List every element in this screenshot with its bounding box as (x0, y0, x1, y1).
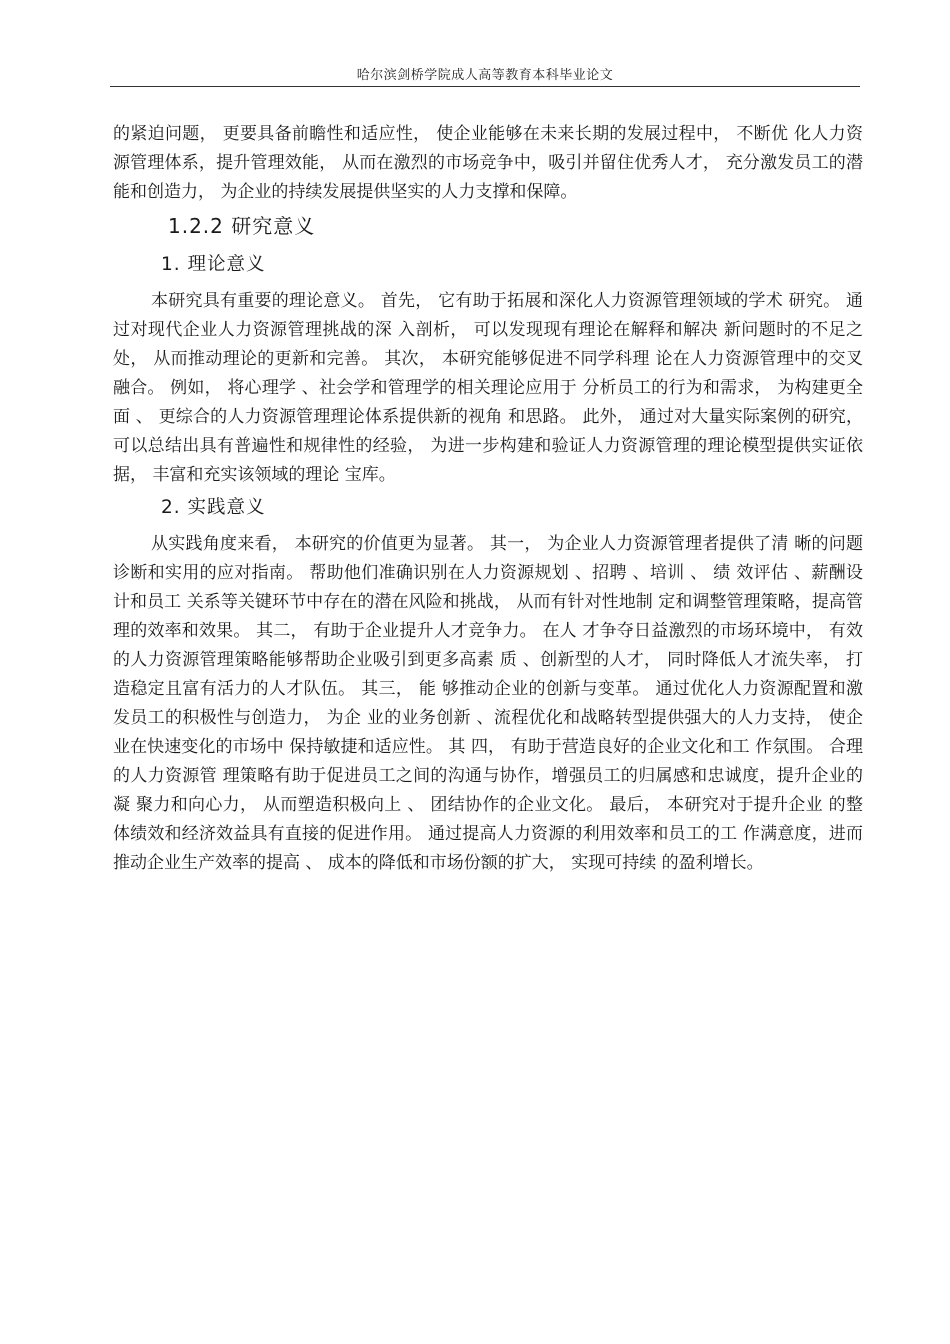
theory-heading: 1. 理论意义 (161, 254, 266, 275)
running-header: 哈尔滨剑桥学院成人高等教育本科毕业论文 (356, 68, 614, 83)
intro-paragraph: 的紧迫问题， 更要具备前瞻性和适应性， 使企业能够在未来长期的发展过程中， 不断优 化人力资源管理体系，提升管理效能， 从而在激烈的市场竞争中，吸引并留住优秀人才， 充分激发员工的潜能和创造力， 为企业的持续发展提供坚实的人力支撑和保障。 (113, 124, 863, 202)
section-heading: 1.2.2 研究意义 (168, 214, 316, 238)
theory-paragraph: 本研究具有重要的理论意义。 首先， 它有助于拓展和深化人力资源管理领域的学术 研究。 通过对现代企业人力资源管理挑战的深 入剖析， 可以发现现有理论在解释和解决 新问题时的不足之处， 从而推动理论的更新和完善。 其次， 本研究能够促进不同学科理 论在人力资源管理中的交叉融合。 例如， 将心理学 、社会学和管理学的相关理论应用于 分析员工的行为和需求， 为构建更全面 、 更综合的人力资源管理理论体系提供新的视角 和思路。 此外， 通过对大量实际案例的研究， 可以总结出具有普遍性和规律性的经验， 为进一步构建和验证人力资源管理的理论模型提供实证依据， 丰富和充实该领域的理论 宝库。 (113, 291, 863, 485)
header-divider (110, 86, 860, 87)
practice-heading: 2. 实践意义 (161, 497, 266, 518)
page-body (113, 120, 863, 878)
practice-paragraph: 从实践角度来看， 本研究的价值更为显著。 其一， 为企业人力资源管理者提供了清 晰的问题诊断和实用的应对指南。 帮助他们准确识别在人力资源规划 、招聘 、培训 、 绩 效评估 、薪酬设计和员工 关系等关键环节中存在的潜在风险和挑战， 从而有针对性地制 定和调整管理策略，提高管理的效率和效果。 其二， 有助于企业提升人才竞争力。 在人 才争夺日益激烈的市场环境中， 有效的人力资源管理策略能够帮助企业吸引到更多高素 质 、创新型的人才， 同时降低人才流失率， 打造稳定且富有活力的人才队伍。 其三， 能 够推动企业的创新与变革。 通过优化人力资源配置和激发员工的积极性与创造力， 为企 业的业务创新 、流程优化和战略转型提供强大的人力支持， 使企业在快速变化的市场中 保持敏捷和适应性。 其 四， 有助于营造良好的企业文化和工 作氛围。 合理的人力资源管 理策略有助于促进员工之间的沟通与协作，增强员工的归属感和忠诚度，提升企业的凝 聚力和向心力， 从而塑造积极向上 、 团结协作的企业文化。 最后， 本研究对于提升企业 的整体绩效和经济效益具有直接的促进作用。 通过提高人力资源的利用效率和员工的工 作满意度，进而推动企业生产效率的提高 、 成本的降低和市场份额的扩大， 实现可持续 的盈利增长。 (113, 534, 863, 873)
